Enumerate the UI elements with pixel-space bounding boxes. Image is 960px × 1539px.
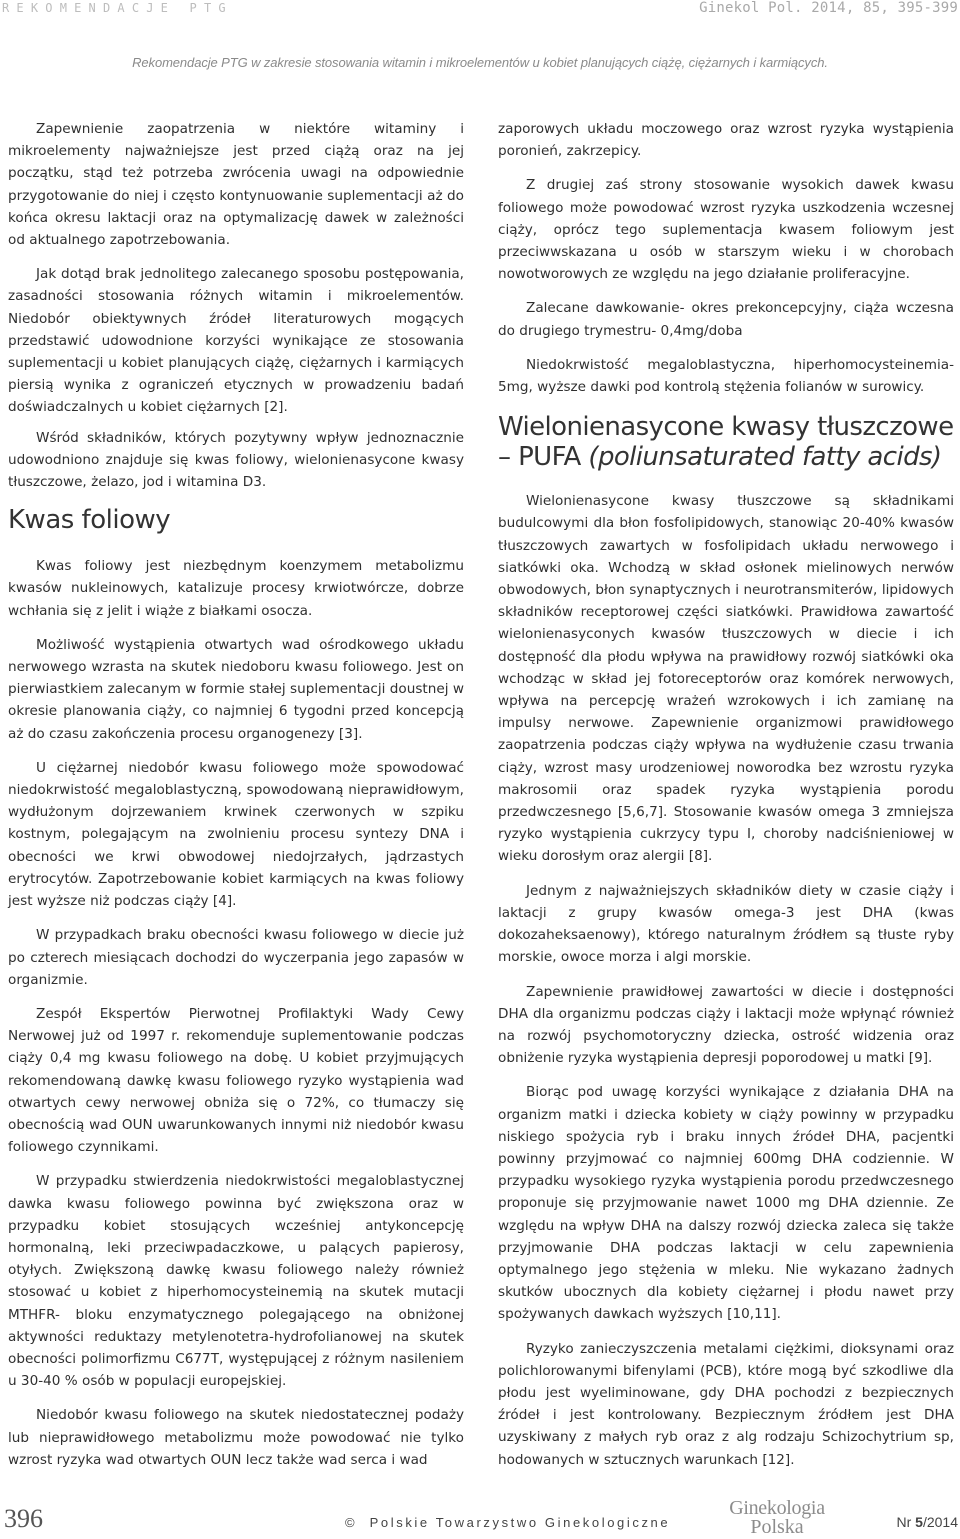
journal-logo (712, 1499, 842, 1537)
society-label: Polskie Towarzystwo Ginekologiczne (369, 1515, 671, 1530)
paragraph: Zapewnienie prawidłowej zawartości w diecie i dostępności DHA dla organizmu podczas ciąży i laktacji może wpłynąć również na rozwój psychomotoryczny dziecka, ostrość widzenia oraz obniżenie ryzyka wystąpienia depresji poporodowej u matki [9]. (498, 983, 954, 1067)
paragraph: zaporowych układu moczowego oraz wzrost ryzyka wystąpienia poronień, zakrzepicy. (498, 121, 954, 160)
paragraph: Niedokrwistość megaloblastyczna, hiperhomocysteinemia- 5mg, wyższe dawki pod kontrolą stężenia folianów w surowicy. (498, 356, 954, 396)
left-column (8, 118, 464, 1483)
logo-line-2: Polska (750, 1516, 804, 1538)
paragraph: Jednym z najważniejszych składników diety w czasie ciąży i laktacji z grupy kwasów omega-3 jest DHA (kwas dokozaheksaenowy), którego naturalnym źródłem są tłuste ryby morskie, owoce morza i algi morskie. (498, 882, 954, 966)
paragraph: Biorąc pod uwagę korzyści wynikające z działania DHA na organizm matki i dziecka kobiety w ciąży powinny w przypadku niskiego spożycia ryb i braku innych źródeł DHA, pacjentki powinny przyjmować co najmniej 600mg DHA codziennie. W przypadku wysokiego ryzyka wystąpienia porodu przedwczesnego proponuje się przyjmowanie nawet 1000 mg DHA dziennie. Ze względu na wpływ DHA na dalszy rozwój dziecka zaleca się także przyjmowanie DHA podczas laktacji w celu zapewnienia optymalnego jego stężenia w mleku. Nie wykazano żadnych skutków ubocznych dla kobiety ciężarnej i płodu nawet przy spożywanych dawkach wyższych [10,11]. (498, 1084, 954, 1323)
heading-line-2-italic: (poliunsaturated fatty acids) (588, 442, 942, 473)
section-heading-folic-acid: Kwas foliowy (8, 505, 171, 536)
paragraph: Kwas foliowy jest niezbędnym koenzymem metabolizmu kwasów nukleinowych, katalizuje procesy krwiotwórcze, dobrze wchłania się z jelit i wiąże z białkami osocza. (8, 558, 464, 619)
right-column (498, 118, 954, 1483)
paragraph: Wśród składników, których pozytywny wpływ jednoznacznie udowodniono znajduje się kwas foliowy, wielonienasycone kwasy tłuszczowe, żelazo, jod i witamina D3. (8, 429, 464, 491)
running-head (0, 0, 960, 20)
paragraph: Niedobór kwasu foliowego na skutek niedostatecznej podaży lub nieprawidłowego metabolizmu może powodować nie tylko wzrost ryzyka wad otwartych OUN lecz także wad serca i wad (8, 1407, 464, 1468)
section-heading-pufa (498, 412, 954, 472)
paragraph: Ryzyko zanieczyszczenia metalami ciężkimi, dioksynami oraz polichlorowanymi bifenylami (PCB), które mogą być szkodliwe dla płodu jest wyeliminowane, gdy DHA pochodzi z bezpiecznych źródeł i jest kontrolowany. Bezpiecznym źródłem jest DHA uzyskiwany z małych ryb oraz z alg rodzaju Schizochytrium sp, hodowanych w sztucznych warunkach [12]. (498, 1340, 954, 1468)
paragraph: Zespół Ekspertów Pierwotnej Profilaktyki Wady Cewy Nerwowej już od 1997 r. rekomenduje suplementowanie podczas ciąży 0,4 mg kwasu foliowego na dobę. U kobiet przyjmujących rekomendowaną dawkę kwasu foliowego ryzyko wystąpienia wad otwartych cewy nerwowej obniża się o 72%, co tłumaczy się obecnością wad OUN uwarunkowanych innymi niż niedobór kwasu foliowego czynnikami. (8, 1005, 464, 1156)
paragraph: Możliwość wystąpienia otwartych wad ośrodkowego układu nerwowego wzrasta na skutek niedoboru kwasu foliowego. Jest on pierwiastkiem zalecanym w formie stałej suplementacji doustnej w okresie planowania ciąży, co najmniej 6 tygodni przed koncepcją aż do czasu zakończenia procesu organogenezy [3]. (8, 636, 464, 742)
paragraph: Z drugiej zaś strony stosowanie wysokich dawek kwasu foliowego może powodować wzrost ryzyka uszkodzenia wczesnej ciąży, oprócz tego suplementacja kwasem foliowym jest przeciwwskazana u osób w starszym wieku i w chorobach nowotworowych ze względu na jego działanie proliferacyjne. (498, 177, 954, 283)
journal-citation: Ginekol Pol. 2014, 85, 395-399 (699, 0, 958, 16)
paragraph: W przypadku stwierdzenia niedokrwistości megaloblastycznej dawka kwasu foliowego powinna być zwiększona oraz w przypadku kobiet stosujących wcześniej antykoncepcję hormonalną, leki przeciwpadaczkowe, u palących papierosy, otyłych. Zwiększoną dawkę kwasu foliowego należy również stosować u kobiet z hiperhomocysteinemią na skutek mutacji MTHFR- bloku enzymatycznego polegającego na obniżonej aktywności reduktazy metylenotetra-hydrofolianowej na skutek obecności polimorfizmu C677T, występującej z różnym nasileniem u 30-40 % osób w populacji europejskiej. (8, 1173, 464, 1390)
copyright-icon: © (345, 1515, 358, 1530)
paragraph: Zapewnienie zaopatrzenia w niektóre witaminy i mikroelementy najważniejsze jest przed ciążą oraz na jej początku, stąd też potrzeba zwrócenia uwagi na odpowiednie przygotowanie do niej i często kontynuowanie suplementacji aż do końca okresu laktacji oraz na optymalizację dawek w zależności od aktualnego zapotrzebowania. (8, 121, 464, 249)
paragraph: W przypadkach braku obecności kwasu foliowego w diecie już po czterech miesiącach dochodzi do wyczerpania jego zapasów w organizmie. (8, 927, 464, 988)
issue-number (896, 1514, 958, 1530)
paragraph: Jak dotąd brak jednolitego zalecanego sposobu postępowania, zasadności stosowania różnych witamin i mikroelementów. Niedobór obiektywnych źródeł literaturowych mogących przedstawić udowodnione korzyści wynikające ze stosowania suplementacji u kobiet planujących ciążę, ciężarnych i karmiących piersią wynika z ograniczeń etycznych w prowadzeniu badań doświadczalnych u kobiet ciężarnych [2]. (8, 266, 464, 416)
issue-num: 5 (915, 1514, 923, 1530)
heading-line-1: Wielonienasycone kwasy tłuszczowe (498, 412, 954, 443)
article-subtitle: Rekomendacje PTG w zakresie stosowania witamin i mikroelementów u kobiet planujących ciążę, ciężarnych i karmiących. (132, 55, 828, 70)
paragraph: U ciężarnej niedobór kwasu foliowego może spowodować niedokrwistość megaloblastyczną, spowodowaną nieprawidłowym, wydłużonym dojrzewaniem krwinek czerwonych w szpiku kostnym, polegającym na zwolnieniu procesu syntezy DNA i obecności we krwi obwodowej niedojrzałych, jądrzastych erytrocytów. Zapotrzebowanie kobiet karmiących na kwas foliowy jest wyższe niż podczas ciąży [4]. (8, 759, 464, 910)
paragraph: Zalecane dawkowanie- okres prekoncepcyjny, ciąża wczesna do drugiego trymestru- 0,4mg/doba (498, 300, 954, 339)
paragraph: Wielonienasycone kwasy tłuszczowe są składnikami budulcowymi dla błon fosfolipidowych, stanowiąc 20-40% kwasów tłuszczowych zawartych w fosfolipidach układu nerwowego i siatkówki oka. Wchodzą w skład osłonek mielinowych nerwów obwodowych, błon synaptycznych i neurotransmiterów, lipidowych składników receptorowej części siatkówki. Prawidłowa zawartość wielonienasyconych kwasów tłuszczowych w diecie i ich dostępność dla płodu wpływa na prawidłowy rozwój siatkówki oka wchodząc w skład jej fotoreceptorów oraz komórek nerwowych, wpływa na percepcję wrażeń wzrokowych i ich zamianę na impulsy nerwowe. Zapewnienie organizmowi prawidłowego zaopatrzenia podczas ciąży wpływa na wydłużenie czasu trwania ciąży, wzrost masy urodzeniowej noworodka bez wzrostu ryzyka makrosomii oraz spadek ryzyka wystąpienia porodu przedwczesnego [5,6,7]. Stosowanie kwasów omega 3 zmniejsza ryzyko wystąpienia cukrzycy typu I, choroby nadciśnieniowej w wieku dorosłym oraz alergii [8]. (498, 493, 954, 865)
section-label: REKOMENDACJE PTG (2, 1, 233, 15)
issue-prefix: Nr (896, 1514, 916, 1530)
logo-line-1: Ginekologia (729, 1497, 825, 1519)
issue-suffix: /2014 (922, 1514, 958, 1530)
heading-line-2-prefix: – PUFA (498, 442, 589, 473)
page-footer (0, 1496, 960, 1539)
society-name (345, 1515, 670, 1530)
page-number: 396 (4, 1504, 43, 1533)
